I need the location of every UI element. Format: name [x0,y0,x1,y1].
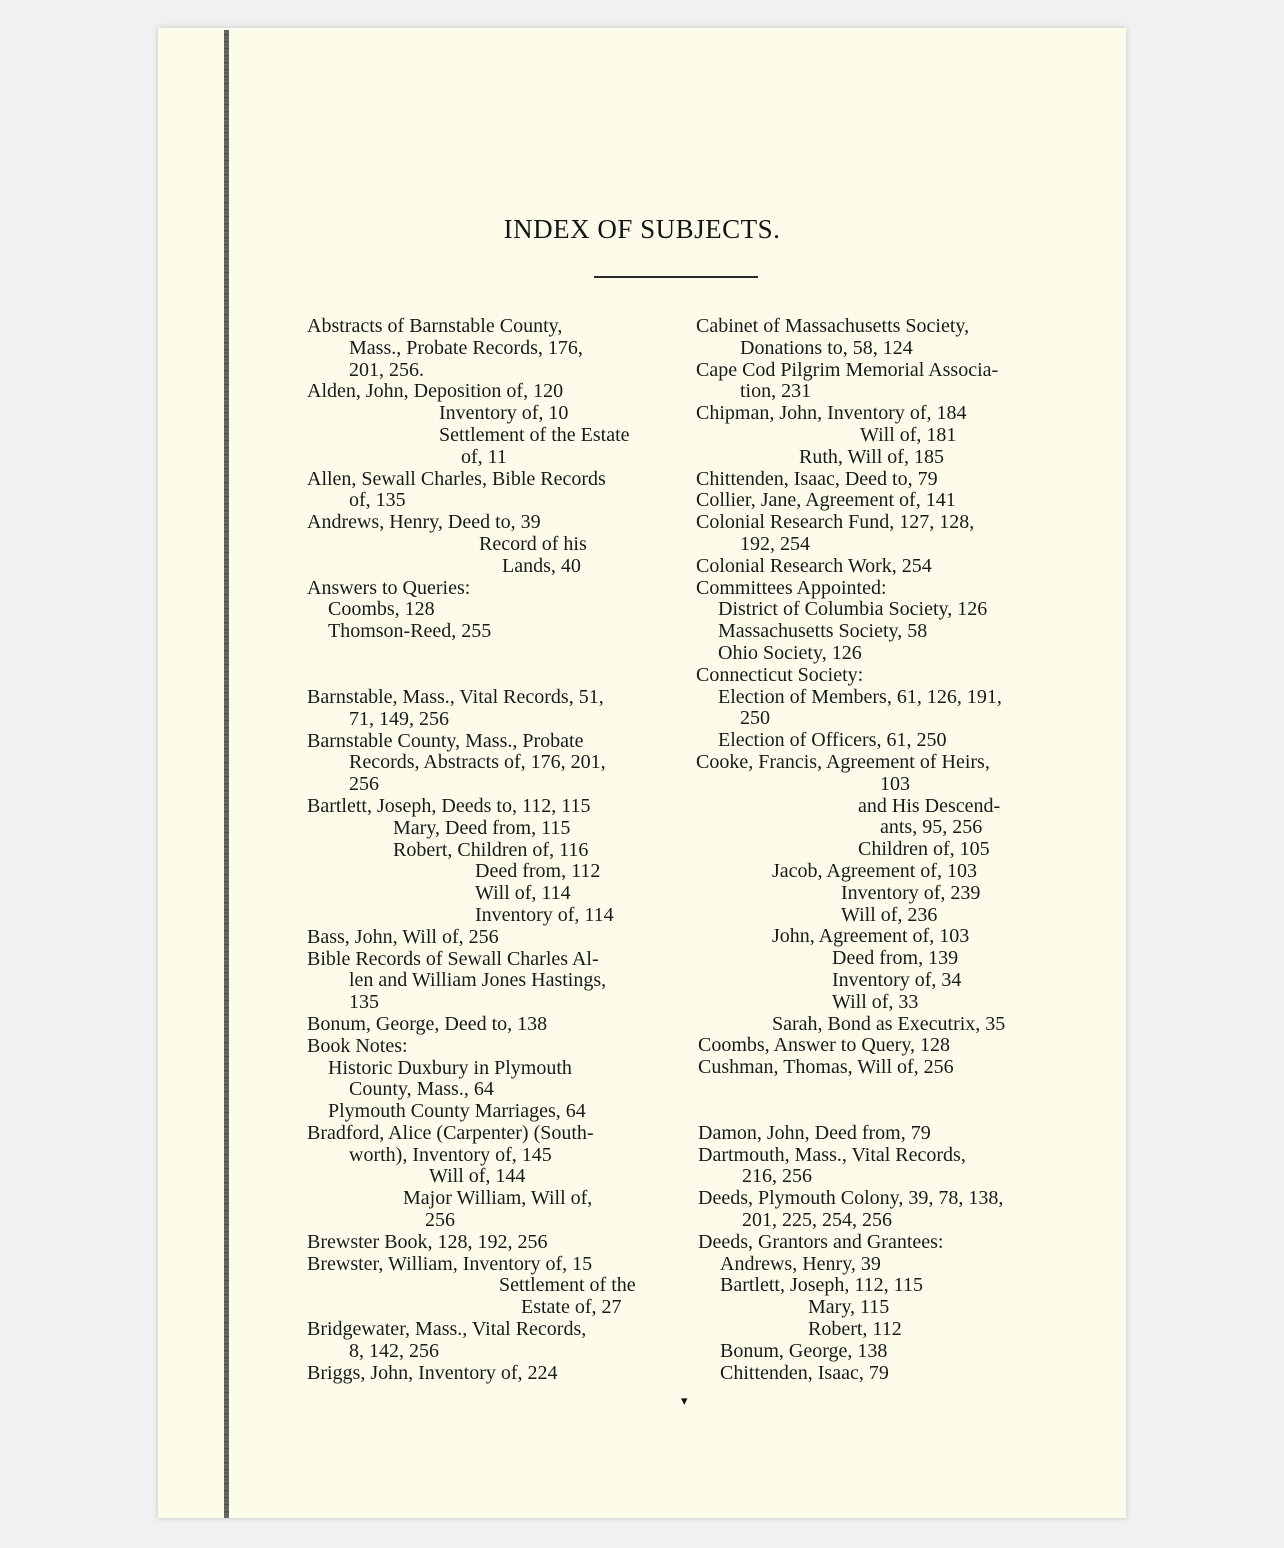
index-entry: Will of, 33 [832,990,919,1013]
index-entry: Andrews, Henry, 39 [720,1252,881,1275]
index-entry: Will of, 144 [429,1165,526,1188]
index-entry: Historic Duxbury in Plymouth [328,1056,572,1079]
index-entry: Coombs, Answer to Query, 128 [698,1034,951,1057]
index-entry: Will of, 114 [475,882,571,905]
index-entry: Inventory of, 239 [841,881,981,904]
index-entry: Cabinet of Massachusetts Society, [696,315,970,337]
index-entry: Brewster Book, 128, 192, 256 [307,1230,548,1253]
section-gap [696,1079,1061,1123]
index-entry: Ohio Society, 126 [718,641,862,664]
index-entry: Bradford, Alice (Carpenter) (South- [307,1121,594,1144]
index-entry: Barnstable, Mass., Vital Records, 51, [307,685,604,708]
index-entry: Connecticut Society: [696,663,864,686]
index-entry: 250 [740,707,770,730]
section-gap [307,643,669,687]
index-entry: and His Descend- [858,794,1001,817]
index-entry: Deeds, Plymouth Colony, 39, 78, 138, [698,1187,1004,1210]
index-entry: 135 [349,991,379,1014]
index-entry: Election of Members, 61, 126, 191, [718,685,1002,708]
index-entry: Settlement of the [499,1274,636,1297]
index-entry: Bartlett, Joseph, Deeds to, 112, 115 [307,794,591,817]
index-entry: Briggs, John, Inventory of, 224 [307,1361,558,1384]
page-marker-icon: ▾ [681,1394,688,1409]
index-entry: Inventory of, 34 [832,968,962,991]
index-entry: Coombs, 128 [328,598,435,621]
index-entry: County, Mass., 64 [349,1078,494,1101]
index-entry: Damon, John, Deed from, 79 [698,1121,931,1144]
index-entry: Children of, 105 [858,838,990,861]
index-entry: Mary, Deed from, 115 [393,816,571,839]
index-entry: Book Notes: [307,1034,408,1057]
index-entry: Bonum, George, 138 [720,1339,888,1362]
index-entry: 256 [425,1209,455,1232]
index-entry: Bass, John, Will of, 256 [307,925,499,948]
page-title: INDEX OF SUBJECTS. [503,214,781,244]
index-entry: Robert, 112 [808,1318,902,1341]
index-entry: Will of, 236 [841,903,938,926]
index-entry: Major William, Will of, [403,1187,593,1210]
index-entry: Inventory of, 10 [439,402,569,425]
index-entry: District of Columbia Society, 126 [718,598,988,621]
index-entry: 201, 225, 254, 256 [742,1209,892,1232]
index-entry: Barnstable County, Mass., Probate [307,729,584,752]
index-entry: Andrews, Henry, Deed to, 39 [307,511,541,534]
index-entry: 256 [349,773,379,796]
index-entry: Sarah, Bond as Executrix, 35 [772,1012,1006,1035]
index-entry: Answers to Queries: [307,576,471,599]
index-entry: Deeds, Grantors and Grantees: [698,1230,944,1253]
index-entry: John, Agreement of, 103 [772,925,970,948]
index-entry: 8, 142, 256 [349,1339,439,1362]
title-rule [594,276,758,278]
index-entry: 103 [880,772,910,795]
index-entry: worth), Inventory of, 145 [349,1143,552,1166]
index-entry: Dartmouth, Mass., Vital Records, [698,1143,966,1166]
index-entry: Mass., Probate Records, 176, [349,336,583,359]
index-entry: Bartlett, Joseph, 112, 115 [720,1274,923,1297]
index-entry: Chipman, John, Inventory of, 184 [696,402,967,425]
index-entry: Colonial Research Work, 254 [696,554,932,577]
index-entry: Bridgewater, Mass., Vital Records, [307,1318,587,1341]
index-entry: Inventory of, 114 [475,903,614,926]
index-column-right [696,316,1061,1384]
index-entry: Alden, John, Deposition of, 120 [307,380,564,403]
index-entry: len and William Jones Hastings, [349,969,607,992]
index-entry: 201, 256. [349,358,424,381]
index-entry: of, 135 [349,489,406,512]
index-entry: Abstracts of Barnstable County, [307,315,563,337]
index-entry: Record of his [479,532,587,555]
index-entry: Jacob, Agreement of, 103 [772,859,977,882]
index-entry: Cushman, Thomas, Will of, 256 [698,1056,954,1079]
index-entry: Election of Officers, 61, 250 [718,729,947,752]
index-entry: tion, 231 [740,380,812,403]
index-entry: Allen, Sewall Charles, Bible Records [307,467,606,490]
index-entry: Brewster, William, Inventory of, 15 [307,1252,593,1275]
index-entry: Committees Appointed: [696,576,887,599]
index-entry: ants, 95, 256 [880,816,983,839]
index-entry: Ruth, Will of, 185 [799,445,944,468]
index-entry: Robert, Children of, 116 [393,838,589,861]
index-entry: Settlement of the Estate [439,423,630,446]
index-entry: Chittenden, Isaac, Deed to, 79 [696,467,938,490]
index-entry: Colonial Research Fund, 127, 128, [696,511,975,534]
index-entry: of, 11 [461,445,507,468]
index-entry: Plymouth County Marriages, 64 [328,1100,586,1123]
index-entry: Lands, 40 [502,554,581,577]
index-entry: 216, 256 [742,1165,812,1188]
index-entry: Deed from, 112 [475,860,601,883]
index-entry: Cape Cod Pilgrim Memorial Associa- [696,358,999,381]
index-entry: Bible Records of Sewall Charles Al- [307,947,599,970]
page-binding-edge [224,30,229,1518]
index-entry: Thomson-Reed, 255 [328,620,492,643]
index-entry: Records, Abstracts of, 176, 201, [349,751,606,774]
index-entry: Donations to, 58, 124 [740,336,913,359]
index-column-left [307,316,669,1384]
index-entry: Estate of, 27 [521,1296,622,1319]
index-entry: Will of, 181 [860,423,957,446]
index-entry: 71, 149, 256 [349,707,449,730]
index-entry: Collier, Jane, Agreement of, 141 [696,489,956,512]
index-entry: 192, 254 [740,532,810,555]
index-entry: Massachusetts Society, 58 [718,620,928,643]
index-entry: Bonum, George, Deed to, 138 [307,1012,548,1035]
index-entry: Mary, 115 [808,1296,890,1319]
index-entry: Deed from, 139 [832,947,959,970]
index-entry: Chittenden, Isaac, 79 [720,1361,889,1384]
index-entry: Cooke, Francis, Agreement of Heirs, [696,750,990,773]
